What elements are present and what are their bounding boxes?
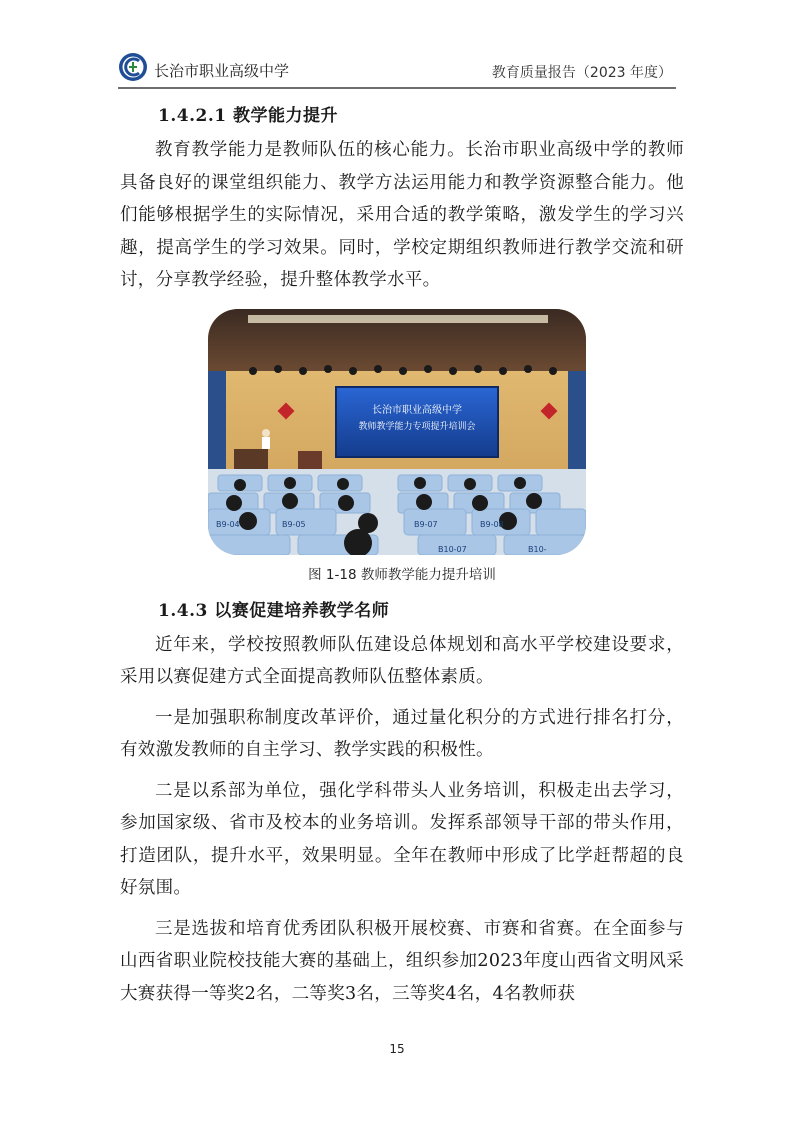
paragraph-point-3: 三是选拔和培育优秀团队积极开展校赛、市赛和省赛。在全面参与山西省职业院校技能大赛的基础上，组织参加2023年度山西省文明风采大赛获得一等奖2名，二等奖3名，三等奖4名，4名教师获 (120, 918, 684, 1004)
page-content (120, 98, 684, 1010)
report-title: 教育质量报告（2023 年度） (491, 65, 672, 81)
header-divider (118, 87, 676, 89)
seat-label: B10-07 (438, 544, 467, 554)
screen-title-line1: 长治市职业高级中学 (372, 404, 462, 416)
figure-caption: 图 1-18 教师教学能力提升培训 (308, 566, 496, 583)
seat-label: B9-04 (216, 519, 240, 529)
screen-title-line2: 教师教学能力专项提升培训会 (358, 421, 476, 432)
page-number: 15 (389, 1042, 405, 1056)
paragraph-point-2: 二是以系部为单位，强化学科带头人业务培训，积极走出去学习，参加国家级、省市及校本的业务培训。发挥系部领导干部的带头作用，打造团队，提升水平，效果明显。全年在教师中形成了比学赶帮超的良好氛围。 (120, 780, 684, 898)
section-heading-competitions: 1.4.3 以赛促建培养教学名师 (158, 600, 390, 621)
training-photo (208, 309, 586, 555)
section-heading-teaching-ability: 1.4.2.1 教学能力提升 (158, 106, 338, 126)
seat-label: B9-08 (480, 519, 504, 529)
school-emblem-icon (118, 52, 148, 82)
seat-label: B10- (528, 544, 547, 554)
seat-label: B9-07 (414, 519, 438, 529)
paragraph-intro: 近年来，学校按照教师队伍建设总体规划和高水平学校建设要求，采用以赛促建方式全面提高教师队伍整体素质。 (120, 634, 684, 687)
page-header (118, 50, 676, 90)
seat-label: B9-05 (282, 519, 306, 529)
school-name: 长治市职业高级中学 (154, 62, 290, 80)
paragraph-point-1: 一是加强职称制度改革评价，通过量化积分的方式进行排名打分，有效激发教师的自主学习、教学实践的积极性。 (120, 707, 684, 760)
paragraph-teaching-ability: 教育教学能力是教师队伍的核心能力。长治市职业高级中学的教师具备良好的课堂组织能力、教学方法运用能力和教学资源整合能力。他们能够根据学生的实际情况，采用合适的教学策略，激发学生的学习兴趣，提高学生的学习效果。同时，学校定期组织教师进行教学交流和研讨，分享教学经验，提升整体教学水平。 (120, 140, 684, 290)
